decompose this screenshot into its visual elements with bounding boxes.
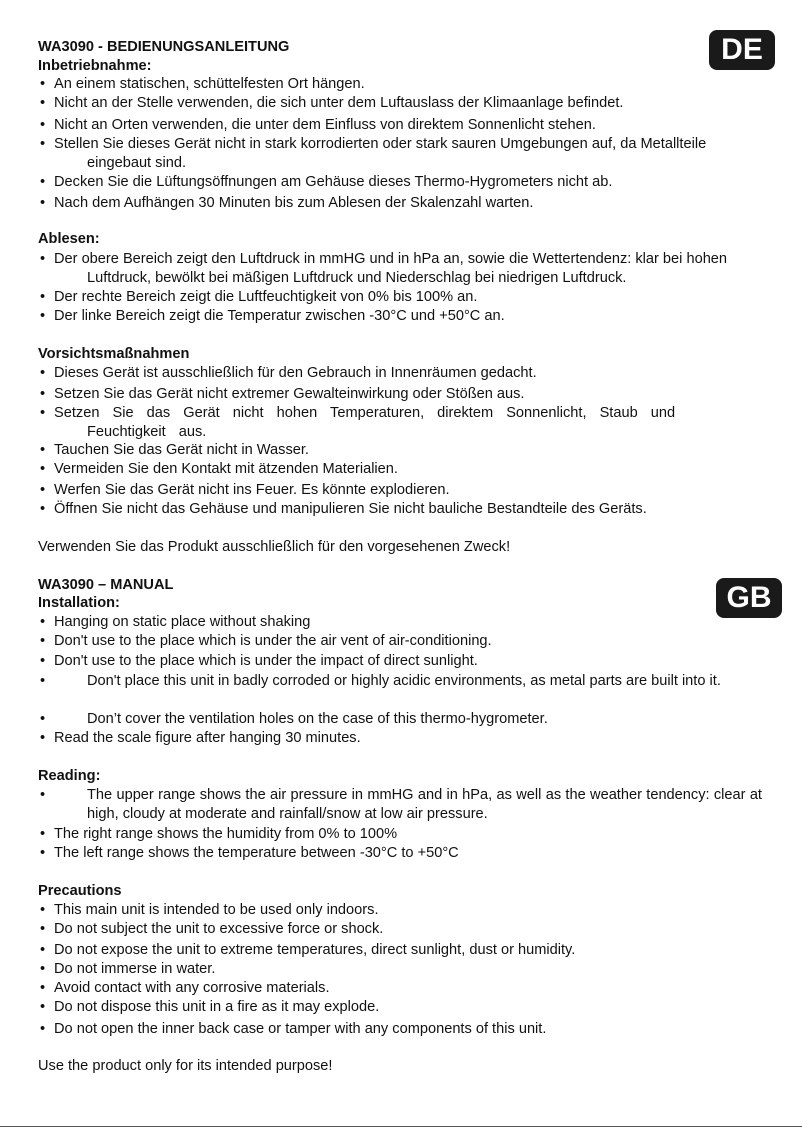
gb-closing-note: Use the product only for its intended purpose! — [38, 1058, 333, 1074]
gb-language-badge: GB — [716, 578, 782, 618]
de-title: WA3090 - BEDIENUNGSANLEITUNG — [38, 39, 290, 55]
list-item: • Setzen Sie das Gerät nicht extremer Gewalteinwirkung oder Stößen aus. — [40, 386, 525, 402]
list-item: • Don’t cover the ventilation holes on the case of this thermo-hygrometer. — [40, 711, 548, 727]
page-bottom-divider — [0, 1126, 802, 1127]
list-item: • Tauchen Sie das Gerät nicht in Wasser. — [40, 442, 309, 458]
list-item: • Vermeiden Sie den Kontakt mit ätzenden Materialien. — [40, 461, 398, 477]
list-item: • Nicht an der Stelle verwenden, die sich unter dem Luftauslass der Klimaanlage befindet. — [40, 95, 624, 111]
de-install-heading: Inbetriebnahme: — [38, 58, 152, 74]
list-item: • The upper range shows the air pressure in mmHG and in hPa, as well as the weather tendency: clear at high, cloudy at moderate and rainfall/snow at low air pressure. — [40, 787, 762, 822]
list-item: • Der rechte Bereich zeigt die Luftfeuchtigkeit von 0% bis 100% an. — [40, 289, 478, 305]
list-item: • Nicht an Orten verwenden, die unter dem Einfluss von direktem Sonnenlicht stehen. — [40, 117, 596, 133]
list-item: • Do not subject the unit to excessive force or shock. — [40, 921, 384, 937]
list-item: • Do not expose the unit to extreme temperatures, direct sunlight, dust or humidity. — [40, 942, 576, 958]
gb-precautions-heading: Precautions — [38, 883, 122, 899]
list-item: • An einem statischen, schüttelfesten Ort hängen. — [40, 76, 365, 92]
list-item: • Do not immerse in water. — [40, 961, 216, 977]
list-item: • The left range shows the temperature between -30°C to +50°C — [40, 845, 459, 861]
list-item: • Stellen Sie dieses Gerät nicht in stark korrodierten oder stark sauren Umgebungen auf, da Metallteile eingebaut sind. — [40, 136, 707, 171]
gb-reading-heading: Reading: — [38, 768, 101, 784]
list-item: • This main unit is intended to be used only indoors. — [40, 902, 379, 918]
list-item: • Hanging on static place without shaking — [40, 614, 311, 630]
de-precautions-heading: Vorsichtsmaßnahmen — [38, 346, 190, 362]
de-language-badge: DE — [709, 30, 775, 70]
list-item: • Der linke Bereich zeigt die Temperatur zwischen -30°C und +50°C an. — [40, 308, 505, 324]
list-item: • Avoid contact with any corrosive materials. — [40, 980, 330, 996]
list-item: • Do not dispose this unit in a fire as it may explode. — [40, 999, 380, 1015]
list-item: • Don't place this unit in badly corroded or highly acidic environments, as metal parts are built into it. — [40, 673, 721, 689]
list-item: • Setzen Sie das Gerät nicht hohen Temperaturen, direktem Sonnenlicht, Staub und Feuchtigkeit aus. — [40, 405, 676, 440]
list-item: • Decken Sie die Lüftungsöffnungen am Gehäuse dieses Thermo-Hygrometers nicht ab. — [40, 174, 613, 190]
de-closing-note: Verwenden Sie das Produkt ausschließlich für den vorgesehenen Zweck! — [38, 539, 511, 555]
list-item: • Öffnen Sie nicht das Gehäuse und manipulieren Sie nicht bauliche Bestandteile des Geräts. — [40, 501, 647, 517]
list-item: • Nach dem Aufhängen 30 Minuten bis zum Ablesen der Skalenzahl warten. — [40, 195, 534, 211]
list-item: • Read the scale figure after hanging 30 minutes. — [40, 730, 361, 746]
gb-install-heading: Installation: — [38, 595, 120, 611]
list-item: • Dieses Gerät ist ausschließlich für den Gebrauch in Innenräumen gedacht. — [40, 365, 537, 381]
list-item: • Don't use to the place which is under the impact of direct sunlight. — [40, 653, 478, 669]
list-item: • The right range shows the humidity from 0% to 100% — [40, 826, 398, 842]
list-item: • Werfen Sie das Gerät nicht ins Feuer. Es könnte explodieren. — [40, 482, 450, 498]
de-reading-heading: Ablesen: — [38, 231, 100, 247]
list-item: • Do not open the inner back case or tamper with any components of this unit. — [40, 1021, 547, 1037]
list-item: • Der obere Bereich zeigt den Luftdruck in mmHG und in hPa an, sowie die Wettertendenz: klar bei hohen Luftdruck, bewölkt bei mäßigen Luftdruck und Niederschlag bei niedrigen Luftdruck. — [40, 251, 728, 286]
gb-title: WA3090 – MANUAL — [38, 577, 174, 593]
list-item: • Don't use to the place which is under the air vent of air-conditioning. — [40, 633, 492, 649]
